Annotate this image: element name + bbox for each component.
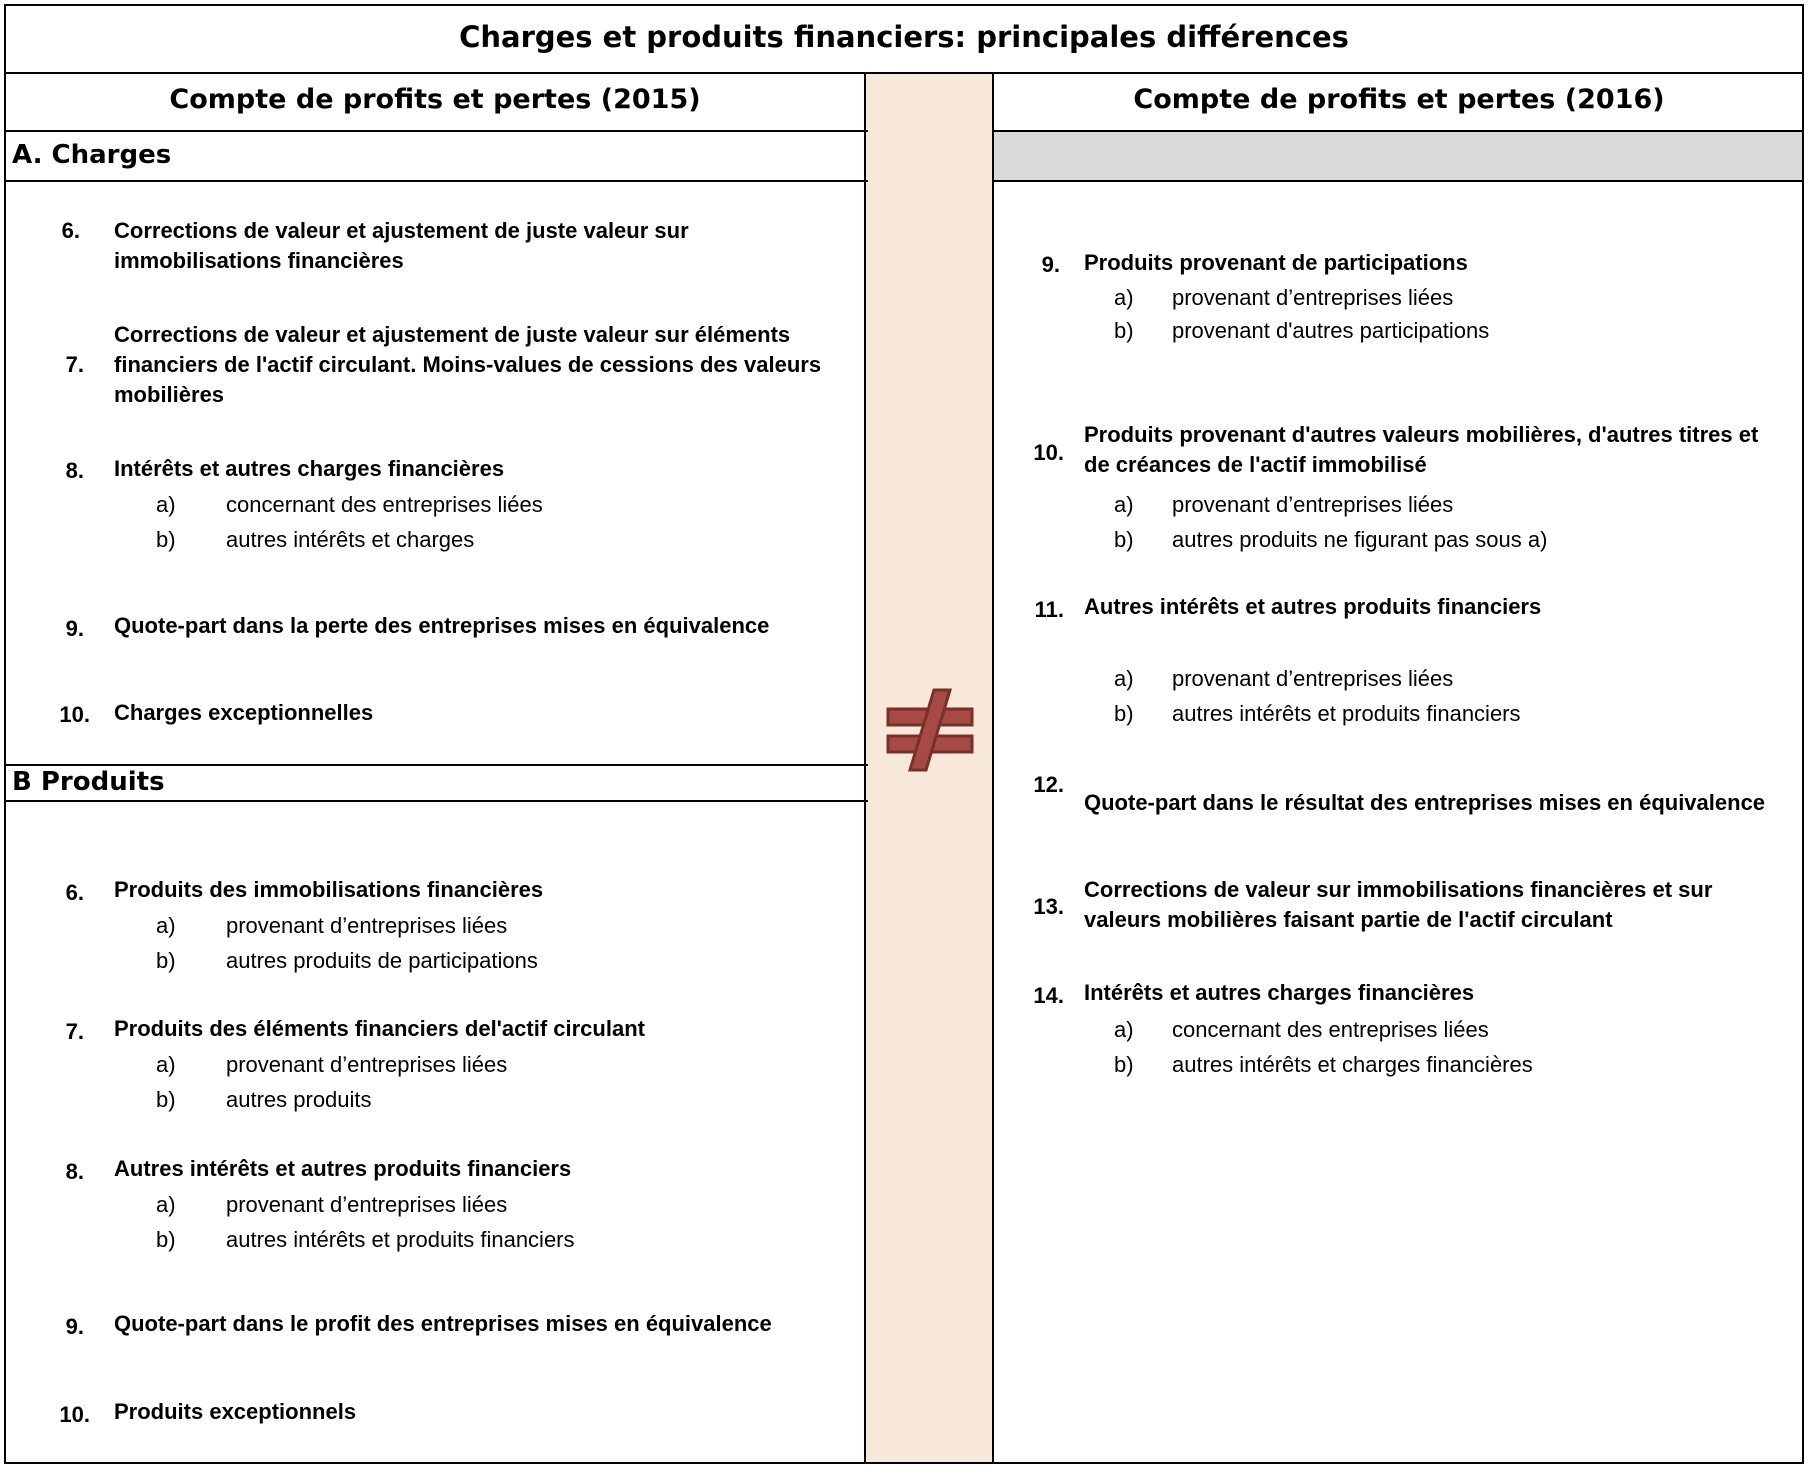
sub-letter: b) xyxy=(156,527,176,552)
right-column-divider xyxy=(992,72,994,1464)
sub-item: autres intérêts et produits financiers xyxy=(1172,701,1521,726)
sub-letter: a) xyxy=(1114,492,1134,517)
neq-slash xyxy=(910,690,950,770)
sub-item: provenant d’entreprises liées xyxy=(1172,492,1454,517)
charges-heading: A. Charges xyxy=(12,140,172,170)
item-label: Produits des éléments financiers del'actif circulant xyxy=(114,1016,645,1041)
sub-item: provenant d'autres participations xyxy=(1172,318,1490,343)
item-label: valeurs mobilières faisant partie de l'actif circulant xyxy=(1084,907,1613,932)
item-number: 11. xyxy=(1034,597,1064,622)
item-number: 14. xyxy=(1033,983,1064,1008)
item-label: Corrections de valeur sur immobilisations financières et sur xyxy=(1084,877,1713,902)
item-number: 10. xyxy=(59,1402,90,1427)
item-label: Corrections de valeur et ajustement de juste valeur sur xyxy=(114,218,689,243)
sub-letter: a) xyxy=(1114,666,1134,691)
sub-letter: a) xyxy=(156,492,176,517)
item-label: Charges exceptionnelles xyxy=(114,700,374,725)
sub-item: provenant d’entreprises liées xyxy=(226,913,508,938)
right-grey-rule xyxy=(992,180,1804,182)
produits-bottom-rule xyxy=(4,800,868,802)
item-label: Intérêts et autres charges financières xyxy=(1084,980,1475,1005)
sub-item: concernant des entreprises liées xyxy=(1172,1017,1489,1042)
sub-item: autres produits de participations xyxy=(226,948,538,973)
item-number: 9. xyxy=(1041,252,1060,277)
sub-item: autres produits ne figurant pas sous a) xyxy=(1172,527,1548,552)
right-header-rule xyxy=(992,130,1804,132)
item-number: 8. xyxy=(65,458,84,483)
item-label: Produits provenant de participations xyxy=(1084,250,1468,275)
item-label: Produits des immobilisations financières xyxy=(114,877,544,902)
item-number: 6. xyxy=(65,880,84,905)
sub-letter: a) xyxy=(1114,1017,1134,1042)
item-number: 9. xyxy=(65,1314,84,1339)
item-label: Autres intérêts et autres produits financiers xyxy=(1084,594,1542,619)
sub-item: provenant d’entreprises liées xyxy=(226,1052,508,1077)
produits-heading: B Produits xyxy=(12,767,165,797)
item-label: financiers de l'actif circulant. Moins-values de cessions des valeurs xyxy=(114,352,822,377)
sub-item: autres produits xyxy=(226,1087,372,1112)
charges-rule xyxy=(4,180,868,182)
sub-letter: b) xyxy=(1114,701,1134,726)
item-number: 12. xyxy=(1033,772,1064,797)
item-number: 13. xyxy=(1033,894,1064,919)
sub-letter: b) xyxy=(1114,1052,1134,1077)
item-number: 7. xyxy=(65,352,84,377)
left-column-divider xyxy=(864,72,866,1464)
item-label: Autres intérêts et autres produits financiers xyxy=(114,1156,572,1181)
item-label: Intérêts et autres charges financières xyxy=(114,456,505,481)
item-number: 10. xyxy=(59,702,90,727)
item-number: 7. xyxy=(65,1019,84,1044)
right-column-header: Compte de profits et pertes (2016) xyxy=(1133,84,1665,115)
sub-letter: b) xyxy=(156,1227,176,1252)
item-label: de créances de l'actif immobilisé xyxy=(1084,452,1427,477)
not-equal-icon xyxy=(884,688,976,772)
item-label: mobilières xyxy=(114,382,225,407)
sub-item: provenant d’entreprises liées xyxy=(226,1192,508,1217)
item-number: 6. xyxy=(61,218,80,243)
item-label: Produits exceptionnels xyxy=(114,1399,357,1424)
sub-item: provenant d’entreprises liées xyxy=(1172,666,1454,691)
sub-letter: b) xyxy=(156,1087,176,1112)
sub-item: autres intérêts et charges financières xyxy=(1172,1052,1533,1077)
item-label: Quote-part dans le profit des entreprises mises en équivalence xyxy=(114,1311,772,1336)
page-title: Charges et produits financiers: principales différences xyxy=(459,20,1349,54)
sub-letter: a) xyxy=(156,1052,176,1077)
sub-letter: a) xyxy=(1114,285,1134,310)
left-column-header: Compte de profits et pertes (2015) xyxy=(169,84,701,115)
item-label: Quote-part dans la perte des entreprises mises en équivalence xyxy=(114,613,770,638)
item-label: Quote-part dans le résultat des entreprises mises en équivalence xyxy=(1084,790,1766,815)
sub-item: provenant d’entreprises liées xyxy=(1172,285,1454,310)
sub-letter: a) xyxy=(156,913,176,938)
sub-letter: b) xyxy=(1114,527,1134,552)
item-label: Corrections de valeur et ajustement de juste valeur sur éléments xyxy=(114,322,791,347)
item-number: 9. xyxy=(65,616,84,641)
item-number: 8. xyxy=(65,1159,84,1184)
item-label: immobilisations financières xyxy=(114,248,404,273)
sub-letter: b) xyxy=(156,948,176,973)
produits-top-rule xyxy=(4,764,868,766)
sub-letter: a) xyxy=(156,1192,176,1217)
title-rule xyxy=(4,72,1804,74)
item-label: Produits provenant d'autres valeurs mobilières, d'autres titres et xyxy=(1084,422,1759,447)
item-number: 10. xyxy=(1033,440,1064,465)
sub-item: autres intérêts et produits financiers xyxy=(226,1227,575,1252)
left-header-rule xyxy=(4,130,868,132)
sub-item: autres intérêts et charges xyxy=(226,527,475,552)
sub-item: concernant des entreprises liées xyxy=(226,492,543,517)
sub-letter: b) xyxy=(1114,318,1134,343)
